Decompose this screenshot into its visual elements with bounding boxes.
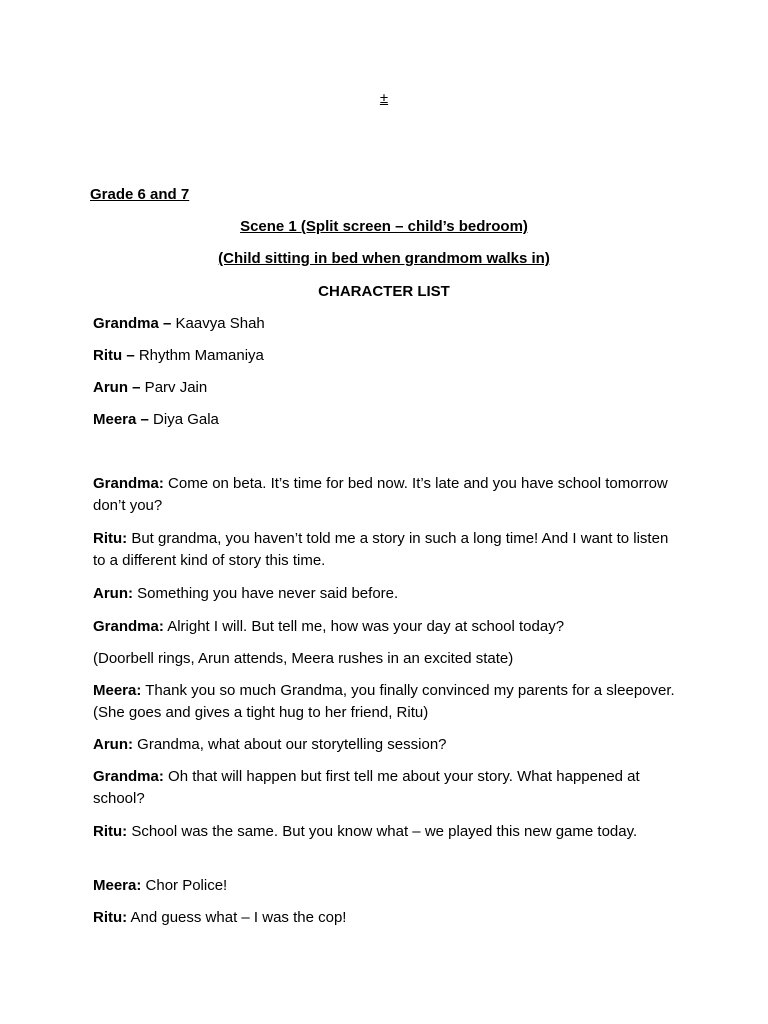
dialogue-line [93,528,678,572]
dialogue-text: Oh that will happen but first tell me about your story. What happened at school? [93,768,640,807]
dialogue-text: Alright I will. But tell me, how was your day at school today? [163,618,565,635]
dialogue-text: (Doorbell rings, Arun attends, Meera rushes in an excited state) [93,650,514,667]
dialogue-line [93,907,678,929]
character-actor: Rhythm Mamaniya [134,347,264,364]
scene-title: Scene 1 (Split screen – child’s bedroom) [240,218,528,235]
character-role: Arun – [93,379,141,396]
character-actor: Parv Jain [140,379,208,396]
character-actor: Diya Gala [148,411,219,428]
dialogue-line [93,616,678,638]
dialogue-text: Grandma, what about our storytelling session? [133,736,447,753]
character-role: Meera – [93,411,149,428]
dialogue-speaker: Meera: [93,682,142,699]
character-entry [93,411,219,428]
dialogue-speaker: Ritu: [93,530,128,547]
dialogue-speaker: Grandma: [93,475,164,492]
dialogue-speaker: Grandma: [93,768,164,785]
character-entry [93,379,207,396]
character-role: Ritu – [93,347,135,364]
dialogue-line [93,734,678,756]
dialogue-line [93,473,678,517]
dialogue-speaker: Ritu: [93,909,128,926]
dialogue-speaker: Arun: [93,736,133,753]
dialogue-speaker: Grandma: [93,618,164,635]
dialogue-text: School was the same. But you know what – we played this new game today. [127,823,638,840]
dialogue-line [93,583,678,605]
character-entry [93,347,264,364]
character-actor: Kaavya Shah [171,315,265,332]
dialogue-line [93,821,678,843]
character-role: Grandma – [93,315,172,332]
dialogue-line [93,680,678,724]
dialogue-text: Come on beta. It’s time for bed now. It’s late and you have school tomorrow don’t you? [93,475,668,514]
character-entry [93,315,265,332]
header-mark: ± [379,90,389,107]
dialogue-text: Something you have never said before. [133,585,399,602]
dialogue-text: But grandma, you haven’t told me a story in such a long time! And I want to listen to a different kind of story this time. [93,530,669,569]
dialogue-speaker: Arun: [93,585,133,602]
character-list-heading: CHARACTER LIST [318,283,450,300]
dialogue-line [93,875,678,897]
dialogue-text: And guess what – I was the cop! [127,909,347,926]
dialogue-text: Thank you so much Grandma, you finally convinced my parents for a sleepover.(She goes and gives a tight hug to her friend, Ritu) [93,682,675,721]
stage-direction [93,648,678,670]
dialogue-text: Chor Police! [141,877,228,894]
scene-direction: (Child sitting in bed when grandmom walks in) [218,250,550,267]
dialogue-speaker: Meera: [93,877,142,894]
dialogue-speaker: Ritu: [93,823,128,840]
dialogue-line [93,766,678,810]
grade-heading: Grade 6 and 7 [90,186,190,203]
